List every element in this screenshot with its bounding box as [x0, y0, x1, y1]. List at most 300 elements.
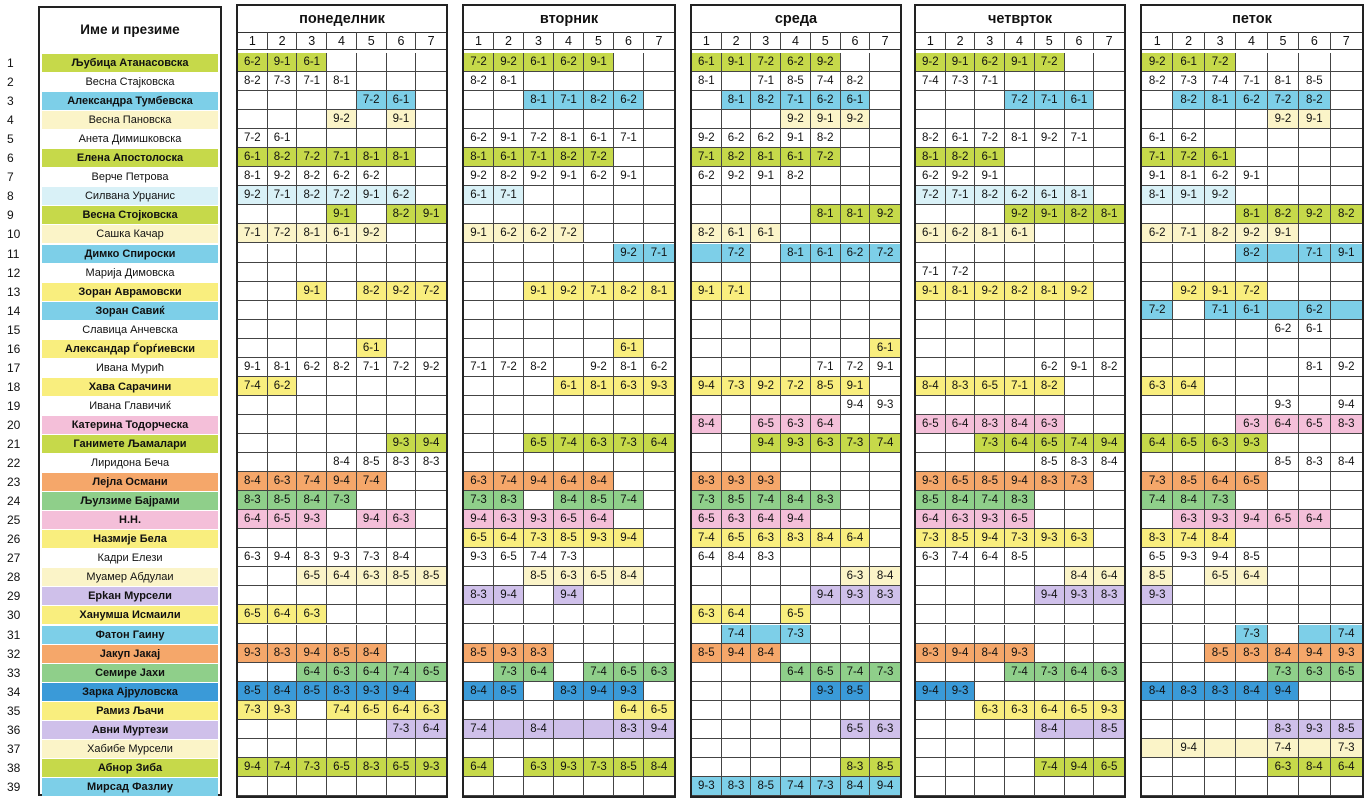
- schedule-cell: 9-1: [1065, 358, 1095, 377]
- schedule-cell: 9-1: [1331, 244, 1362, 263]
- schedule-cell: [644, 605, 674, 624]
- schedule-cell: [464, 320, 494, 339]
- schedule-cell: [1205, 358, 1236, 377]
- schedule-cell: [1236, 186, 1267, 205]
- schedule-cell: 7-2: [584, 148, 614, 167]
- schedule-cell: [494, 377, 524, 396]
- schedule-cell: 8-4: [1035, 720, 1065, 739]
- schedule-cell: 9-3: [387, 434, 417, 453]
- row-number: 24: [7, 494, 21, 509]
- schedule-cell: 8-2: [494, 167, 524, 186]
- schedule-cell: 8-1: [781, 244, 811, 263]
- schedule-cell: [1094, 472, 1124, 491]
- schedule-cell: 7-4: [916, 72, 946, 91]
- schedule-cell: [751, 625, 781, 644]
- schedule-cell: [1005, 720, 1035, 739]
- schedule-cell: [1173, 644, 1204, 663]
- schedule-cell: [387, 339, 417, 358]
- schedule-cell: 7-1: [692, 148, 722, 167]
- schedule-cell: 7-1: [811, 358, 841, 377]
- row-number: 23: [7, 475, 21, 490]
- schedule-cell: 6-3: [584, 434, 614, 453]
- schedule-cell: 6-5: [692, 510, 722, 529]
- schedule-cell: 6-5: [584, 567, 614, 586]
- schedule-cell: 8-4: [464, 682, 494, 701]
- schedule-cell: [614, 605, 644, 624]
- schedule-cell: [1035, 682, 1065, 701]
- schedule-cell: [1205, 739, 1236, 758]
- schedule-cell: [1142, 777, 1173, 796]
- schedule-cell: [524, 701, 554, 720]
- schedule-cell: [1094, 682, 1124, 701]
- schedule-cell: [1142, 205, 1173, 224]
- schedule-cell: [297, 586, 327, 605]
- schedule-cell: [494, 415, 524, 434]
- schedule-cell: [1331, 320, 1362, 339]
- schedule-cell: 6-3: [751, 529, 781, 548]
- schedule-cell: [387, 72, 417, 91]
- schedule-cell: 6-3: [494, 510, 524, 529]
- schedule-cell: [416, 415, 446, 434]
- schedule-cell: [975, 244, 1005, 263]
- schedule-cell: [1173, 110, 1204, 129]
- teacher-name: Абнор Зиба: [42, 759, 218, 777]
- schedule-cell: [387, 129, 417, 148]
- teacher-name: Ханумша Исмаили: [42, 606, 218, 624]
- schedule-cell: [751, 263, 781, 282]
- schedule-cell: [692, 263, 722, 282]
- schedule-cell: 8-2: [781, 167, 811, 186]
- schedule-cell: 8-4: [1268, 644, 1299, 663]
- schedule-cell: 8-2: [975, 186, 1005, 205]
- schedule-cell: [1205, 205, 1236, 224]
- schedule-cell: [644, 129, 674, 148]
- schedule-cell: [494, 625, 524, 644]
- schedule-cell: [692, 320, 722, 339]
- schedule-cell: 8-1: [946, 282, 976, 301]
- schedule-cell: [916, 301, 946, 320]
- schedule-cell: [1065, 739, 1095, 758]
- schedule-cell: 7-2: [327, 186, 357, 205]
- schedule-cell: [357, 263, 387, 282]
- schedule-cell: [554, 625, 584, 644]
- schedule-cell: 9-3: [692, 777, 722, 796]
- row-number: 35: [7, 703, 21, 718]
- row-number: 22: [7, 456, 21, 471]
- schedule-cell: [1205, 377, 1236, 396]
- schedule-cell: [870, 320, 900, 339]
- schedule-cell: 9-1: [1268, 224, 1299, 243]
- period-header: 7: [416, 32, 446, 50]
- schedule-cell: [1299, 129, 1330, 148]
- teacher-name: Ерkан Мурсели: [42, 587, 218, 605]
- schedule-cell: [644, 586, 674, 605]
- schedule-cell: [238, 777, 268, 796]
- schedule-cell: [1142, 320, 1173, 339]
- schedule-cell: 8-5: [916, 491, 946, 510]
- schedule-cell: [1035, 491, 1065, 510]
- schedule-cell: [1142, 644, 1173, 663]
- schedule-cell: [297, 529, 327, 548]
- schedule-cell: 6-2: [975, 53, 1005, 72]
- schedule-cell: 6-1: [781, 148, 811, 167]
- schedule-cell: 8-5: [614, 758, 644, 777]
- schedule-cell: 8-2: [584, 91, 614, 110]
- schedule-cell: 7-4: [1205, 72, 1236, 91]
- schedule-cell: 7-3: [464, 491, 494, 510]
- schedule-cell: 9-3: [327, 548, 357, 567]
- schedule-cell: [524, 263, 554, 282]
- schedule-cell: 8-2: [268, 148, 298, 167]
- schedule-cell: 8-4: [387, 548, 417, 567]
- schedule-cell: [494, 263, 524, 282]
- schedule-cell: 7-2: [238, 129, 268, 148]
- period-header: 2: [722, 32, 752, 50]
- schedule-cell: 6-1: [1142, 129, 1173, 148]
- schedule-cell: 7-2: [1005, 91, 1035, 110]
- teacher-name: Верче Петрова: [42, 168, 218, 186]
- schedule-cell: 6-3: [1005, 701, 1035, 720]
- schedule-cell: 8-3: [1005, 491, 1035, 510]
- schedule-cell: [1299, 186, 1330, 205]
- teacher-name: Зарка Ајруловска: [42, 683, 218, 701]
- period-header: 5: [1035, 32, 1065, 50]
- schedule-cell: 6-1: [268, 129, 298, 148]
- schedule-cell: [357, 777, 387, 796]
- schedule-cell: 7-2: [1142, 301, 1173, 320]
- row-number: 9: [7, 208, 14, 223]
- schedule-cell: [464, 263, 494, 282]
- schedule-cell: 6-2: [1236, 91, 1267, 110]
- schedule-cell: [1236, 377, 1267, 396]
- schedule-cell: [811, 301, 841, 320]
- schedule-cell: 7-1: [464, 358, 494, 377]
- schedule-cell: [268, 301, 298, 320]
- schedule-cell: [268, 244, 298, 263]
- schedule-cell: 6-4: [1236, 567, 1267, 586]
- schedule-cell: 8-1: [1065, 186, 1095, 205]
- schedule-cell: [614, 415, 644, 434]
- schedule-cell: [464, 663, 494, 682]
- schedule-cell: [1331, 701, 1362, 720]
- schedule-cell: 6-5: [975, 377, 1005, 396]
- schedule-cell: [644, 72, 674, 91]
- schedule-cell: 7-4: [1268, 739, 1299, 758]
- schedule-cell: 8-2: [1236, 244, 1267, 263]
- schedule-cell: 8-2: [946, 148, 976, 167]
- schedule-cell: 6-3: [554, 567, 584, 586]
- schedule-cell: 8-5: [327, 644, 357, 663]
- schedule-cell: [1331, 91, 1362, 110]
- schedule-cell: [644, 472, 674, 491]
- schedule-cell: [554, 701, 584, 720]
- schedule-cell: [644, 682, 674, 701]
- schedule-cell: 8-1: [841, 205, 871, 224]
- schedule-cell: 6-2: [692, 167, 722, 186]
- schedule-cell: [975, 625, 1005, 644]
- schedule-cell: 8-2: [464, 72, 494, 91]
- schedule-cell: 8-3: [464, 586, 494, 605]
- row-number: 19: [7, 398, 21, 413]
- teacher-name: Ивана Мурић: [42, 359, 218, 377]
- day-block-4: [914, 4, 1126, 798]
- schedule-cell: 6-5: [1035, 434, 1065, 453]
- schedule-cell: [327, 625, 357, 644]
- schedule-cell: [841, 453, 871, 472]
- schedule-cell: 9-3: [1173, 548, 1204, 567]
- schedule-cell: [1299, 605, 1330, 624]
- schedule-cell: 9-3: [416, 758, 446, 777]
- schedule-cell: 9-4: [614, 529, 644, 548]
- schedule-cell: 8-3: [722, 777, 752, 796]
- schedule-cell: 9-1: [464, 224, 494, 243]
- schedule-cell: [751, 282, 781, 301]
- schedule-cell: [1299, 434, 1330, 453]
- schedule-cell: [297, 301, 327, 320]
- schedule-cell: [1005, 682, 1035, 701]
- row-number: 7: [7, 170, 14, 185]
- teacher-name: Ивана Главичиќ: [42, 397, 218, 415]
- schedule-cell: 7-4: [1142, 491, 1173, 510]
- schedule-cell: [781, 224, 811, 243]
- schedule-cell: [811, 320, 841, 339]
- schedule-cell: [464, 567, 494, 586]
- schedule-cell: [1236, 453, 1267, 472]
- schedule-cell: 9-4: [464, 510, 494, 529]
- period-header: 1: [464, 32, 494, 50]
- schedule-cell: [841, 186, 871, 205]
- schedule-cell: 9-4: [1331, 396, 1362, 415]
- schedule-cell: [975, 91, 1005, 110]
- schedule-cell: [1005, 72, 1035, 91]
- schedule-cell: [1268, 377, 1299, 396]
- teacher-name: Фатон Гаину: [42, 626, 218, 644]
- schedule-cell: [644, 644, 674, 663]
- schedule-cell: [584, 396, 614, 415]
- schedule-cell: [524, 186, 554, 205]
- schedule-cell: [644, 320, 674, 339]
- schedule-cell: [584, 586, 614, 605]
- schedule-cell: 7-3: [554, 548, 584, 567]
- schedule-cell: [357, 491, 387, 510]
- row-number: 3: [7, 94, 14, 109]
- schedule-cell: [722, 739, 752, 758]
- schedule-cell: 8-3: [841, 758, 871, 777]
- period-header: 3: [1205, 32, 1236, 50]
- schedule-cell: [1205, 720, 1236, 739]
- schedule-cell: [644, 148, 674, 167]
- schedule-cell: 8-4: [1142, 682, 1173, 701]
- schedule-cell: [1173, 605, 1204, 624]
- schedule-cell: [584, 644, 614, 663]
- schedule-cell: [1236, 777, 1267, 796]
- schedule-cell: [327, 244, 357, 263]
- schedule-cell: 9-1: [1005, 53, 1035, 72]
- schedule-cell: 6-2: [268, 377, 298, 396]
- schedule-cell: 7-2: [975, 129, 1005, 148]
- teacher-name: Н.Н.: [42, 511, 218, 529]
- schedule-cell: 6-3: [781, 415, 811, 434]
- schedule-cell: 8-1: [644, 282, 674, 301]
- schedule-cell: [692, 567, 722, 586]
- period-header: 7: [870, 32, 900, 50]
- schedule-cell: 7-2: [524, 129, 554, 148]
- schedule-cell: 9-4: [387, 682, 417, 701]
- schedule-cell: 7-2: [1236, 282, 1267, 301]
- schedule-cell: [946, 339, 976, 358]
- schedule-cell: [584, 777, 614, 796]
- schedule-cell: 6-2: [751, 129, 781, 148]
- schedule-cell: 8-5: [1005, 548, 1035, 567]
- schedule-cell: [1331, 53, 1362, 72]
- schedule-cell: [524, 586, 554, 605]
- schedule-cell: [1236, 53, 1267, 72]
- row-number: 20: [7, 417, 21, 432]
- schedule-cell: 8-2: [1094, 358, 1124, 377]
- schedule-cell: 8-4: [584, 472, 614, 491]
- schedule-cell: [1236, 720, 1267, 739]
- schedule-cell: [1173, 339, 1204, 358]
- schedule-cell: 9-4: [327, 472, 357, 491]
- schedule-cell: [614, 472, 644, 491]
- schedule-cell: [870, 224, 900, 243]
- schedule-cell: 9-1: [1142, 167, 1173, 186]
- schedule-cell: [416, 224, 446, 243]
- schedule-cell: 6-5: [841, 720, 871, 739]
- schedule-cell: [464, 301, 494, 320]
- schedule-cell: [1035, 167, 1065, 186]
- schedule-cell: 6-2: [644, 358, 674, 377]
- schedule-cell: 9-1: [268, 53, 298, 72]
- schedule-cell: [268, 320, 298, 339]
- schedule-cell: 9-1: [614, 167, 644, 186]
- schedule-cell: 6-5: [1005, 510, 1035, 529]
- schedule-cell: 6-5: [494, 548, 524, 567]
- schedule-cell: [1094, 91, 1124, 110]
- schedule-cell: [1065, 491, 1095, 510]
- schedule-cell: [327, 53, 357, 72]
- schedule-cell: [751, 701, 781, 720]
- schedule-cell: 8-3: [1035, 472, 1065, 491]
- schedule-cell: 9-3: [916, 472, 946, 491]
- schedule-cell: [1094, 129, 1124, 148]
- schedule-cell: 6-4: [946, 415, 976, 434]
- schedule-cell: [1035, 320, 1065, 339]
- row-number: 4: [7, 113, 14, 128]
- schedule-cell: 9-2: [464, 167, 494, 186]
- schedule-cell: [946, 720, 976, 739]
- schedule-cell: 9-1: [811, 110, 841, 129]
- schedule-cell: 7-4: [464, 720, 494, 739]
- schedule-cell: 8-5: [1299, 72, 1330, 91]
- schedule-cell: [524, 777, 554, 796]
- schedule-cell: 8-3: [1065, 453, 1095, 472]
- schedule-cell: [722, 263, 752, 282]
- period-header: 1: [916, 32, 946, 50]
- schedule-cell: 6-2: [811, 91, 841, 110]
- schedule-cell: 9-2: [1205, 186, 1236, 205]
- schedule-cell: 6-5: [524, 434, 554, 453]
- schedule-cell: 7-1: [297, 72, 327, 91]
- schedule-cell: 6-3: [416, 701, 446, 720]
- schedule-cell: 7-1: [1236, 72, 1267, 91]
- period-header: 5: [1268, 32, 1299, 50]
- schedule-cell: [841, 605, 871, 624]
- schedule-cell: 6-1: [614, 339, 644, 358]
- schedule-cell: 9-4: [751, 434, 781, 453]
- schedule-cell: [614, 510, 644, 529]
- schedule-cell: [781, 320, 811, 339]
- schedule-cell: [1065, 548, 1095, 567]
- schedule-cell: [357, 739, 387, 758]
- schedule-cell: 6-3: [464, 472, 494, 491]
- schedule-cell: 6-4: [692, 548, 722, 567]
- schedule-cell: [554, 186, 584, 205]
- schedule-cell: [494, 434, 524, 453]
- schedule-cell: [297, 205, 327, 224]
- schedule-cell: [1094, 167, 1124, 186]
- schedule-cell: [692, 701, 722, 720]
- schedule-cell: [1094, 644, 1124, 663]
- schedule-cell: [1331, 224, 1362, 243]
- schedule-cell: [1035, 396, 1065, 415]
- schedule-cell: 9-2: [946, 167, 976, 186]
- schedule-cell: 8-4: [1205, 529, 1236, 548]
- schedule-cell: 6-2: [781, 53, 811, 72]
- schedule-cell: [1094, 263, 1124, 282]
- schedule-cell: 8-1: [268, 358, 298, 377]
- schedule-cell: [1173, 453, 1204, 472]
- schedule-cell: 8-3: [387, 453, 417, 472]
- schedule-cell: [644, 510, 674, 529]
- schedule-cell: 7-1: [268, 186, 298, 205]
- schedule-cell: 7-3: [1035, 663, 1065, 682]
- schedule-cell: 9-3: [781, 434, 811, 453]
- schedule-cell: [841, 644, 871, 663]
- schedule-cell: [975, 567, 1005, 586]
- schedule-cell: [751, 567, 781, 586]
- schedule-cell: 7-1: [1035, 91, 1065, 110]
- schedule-cell: 9-4: [841, 396, 871, 415]
- schedule-cell: 8-2: [1299, 91, 1330, 110]
- schedule-cell: 6-2: [1173, 129, 1204, 148]
- schedule-cell: [841, 510, 871, 529]
- schedule-cell: 7-3: [357, 548, 387, 567]
- schedule-cell: [416, 529, 446, 548]
- schedule-cell: 6-5: [327, 758, 357, 777]
- schedule-cell: [1299, 53, 1330, 72]
- schedule-cell: 6-4: [811, 415, 841, 434]
- schedule-cell: 7-2: [1035, 53, 1065, 72]
- schedule-cell: [464, 434, 494, 453]
- schedule-cell: [416, 682, 446, 701]
- schedule-cell: 8-2: [1035, 377, 1065, 396]
- schedule-cell: 7-4: [781, 777, 811, 796]
- schedule-cell: [1035, 510, 1065, 529]
- schedule-cell: 7-4: [524, 548, 554, 567]
- schedule-cell: 9-1: [327, 205, 357, 224]
- schedule-cell: [975, 586, 1005, 605]
- schedule-cell: [870, 53, 900, 72]
- schedule-cell: [1142, 91, 1173, 110]
- row-number: 34: [7, 684, 21, 699]
- schedule-cell: 7-2: [1173, 148, 1204, 167]
- schedule-cell: [751, 358, 781, 377]
- schedule-cell: [1142, 663, 1173, 682]
- schedule-cell: 9-1: [1173, 186, 1204, 205]
- schedule-cell: [916, 110, 946, 129]
- schedule-cell: 8-2: [524, 358, 554, 377]
